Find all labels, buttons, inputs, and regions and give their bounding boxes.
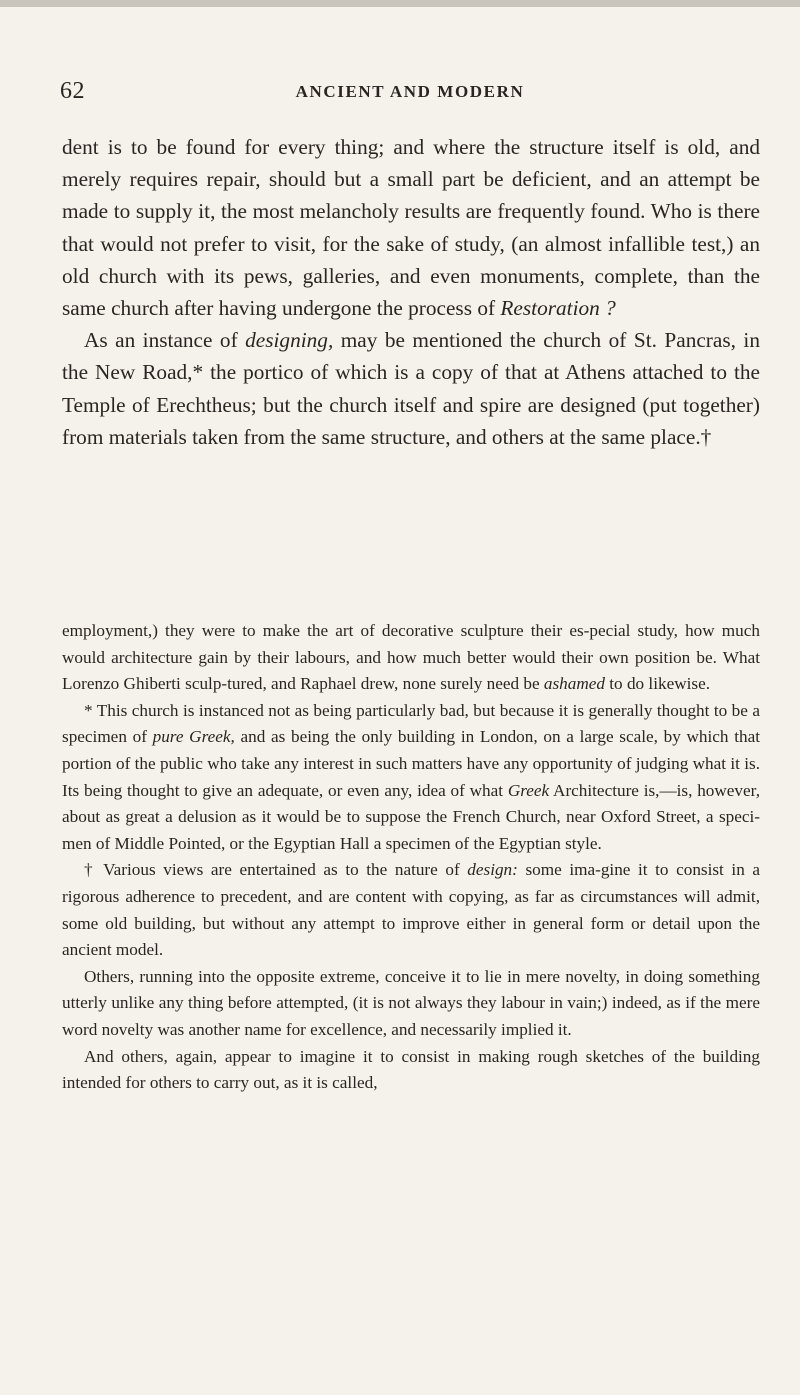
- footnote-continuation-text-b: to do likewise.: [604, 674, 711, 694]
- footnote-asterisk: [62, 698, 760, 858]
- paragraph-2: [62, 324, 760, 453]
- main-text: [62, 131, 760, 453]
- running-title: ANCIENT AND MODERN: [295, 82, 525, 101]
- paragraph-2-text-a: As an instance of: [84, 328, 246, 353]
- footnote-dagger-text-a: † Various views are entertained as to the nature of: [84, 860, 468, 880]
- paragraph-1-text: dent is to be found for every thing; and where the structure itself is old, and merely requires repair, should but a small part be deficient, and an attempt be made to supply it, the most melancholy results are frequently found. Who is there that would not prefer to visit, for the sake of study, (an almost infallible test,) an old church with its pews, galleries, and even monuments, complete, than the same church after having undergone the process of: [62, 135, 760, 321]
- footnote-continuation-emphasis: ashamed: [543, 674, 605, 694]
- footnote-paragraph-again: And others, again, appear to imagine it to consist in making rough sketches of the building intended for others to carry out, as it is called,: [62, 1046, 760, 1093]
- page-number: 62: [60, 78, 85, 104]
- paragraph-1-emphasis: Restoration ?: [500, 296, 616, 321]
- footnote-asterisk-text-a: * This church is instanced not as being particularly bad, but because it is generally thought to be a specimen of: [62, 700, 760, 747]
- paragraph-1: [62, 131, 760, 324]
- paragraph-2-emphasis: designing,: [245, 328, 334, 353]
- footnote-paragraph-others: Others, running into the opposite extreme, conceive it to lie in mere novelty, in doing something utterly unlike any thing before attempted, (it is not always they labour in vain;) indeed, as if the mere word novelty was another name for excellence, and necessarily implied it.: [62, 966, 760, 1039]
- footnote-dagger: [62, 857, 760, 963]
- footnote-continuation: [62, 618, 760, 698]
- footnote-asterisk-emphasis-2: Greek: [507, 780, 550, 800]
- footnotes: [62, 618, 760, 1097]
- footnote-asterisk-emphasis-1: pure Greek,: [152, 727, 235, 747]
- paragraph-2-text-b: may be mentioned the church of St. Pancras, in the New Road,* the portico of which is a copy of that at Athens attached to the Temple of Erechtheus; but the church itself and spire are designed (put together) from materials taken from the same structure, and others at the same place.†: [62, 328, 760, 449]
- footnote-asterisk-text-b: and as being the only building in London, on a large scale, by which that portion of the public who take any interest in such matters have any opportunity of judging what it is. Its being thought to give an adequate, or even any, idea of what: [62, 727, 760, 800]
- running-head: [60, 78, 760, 108]
- top-edge-rule: [0, 0, 800, 7]
- footnote-dagger-emphasis: design:: [467, 860, 518, 880]
- footnote-asterisk-text-c: Architecture is,—is, however, about as great a delusion as it would be to suppose the French Church, near Oxford Street, a speci-men of Middle Pointed, or the Egyptian Hall a specimen of the Egyptian style.: [62, 780, 760, 853]
- footnote-dagger-text-b: some ima-gine it to consist in a rigorous adherence to precedent, and are content with copying, as far as circumstances will admit, some old building, but without any attempt to improve either in general form or detail upon the ancient model.: [62, 860, 760, 960]
- footnote-continuation-text-a: employment,) they were to make the art of decorative sculpture their es-pecial study, how much would architecture gain by their labours, and how much better would their own position be. What Lorenzo Ghiberti sculp-tured, and Raphael drew, none surely need be: [62, 621, 760, 694]
